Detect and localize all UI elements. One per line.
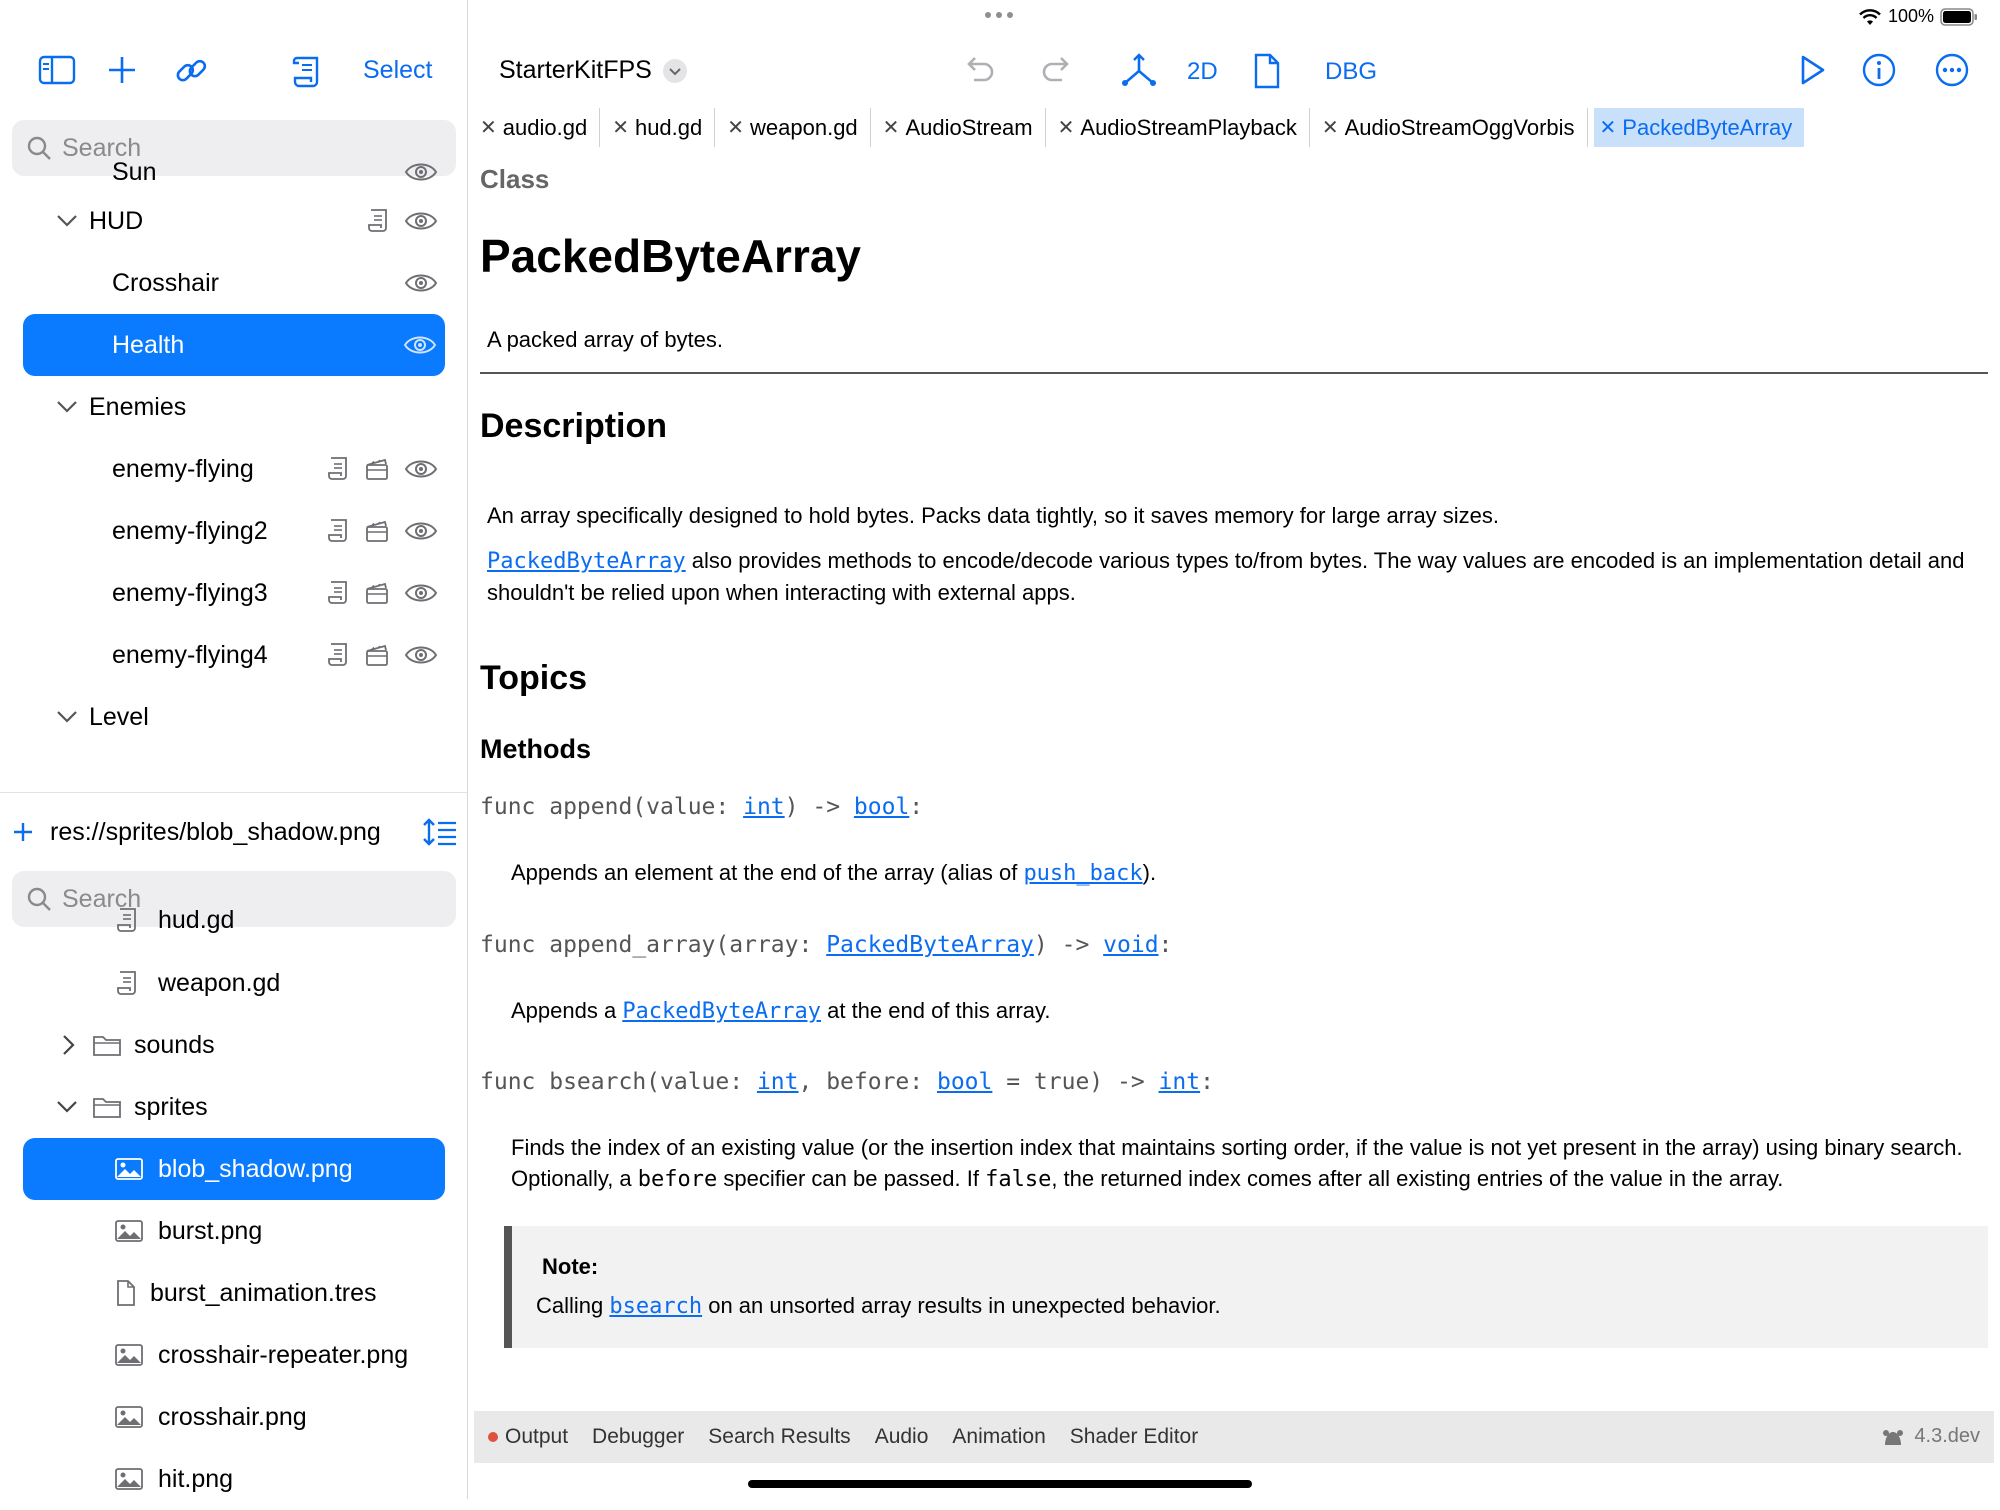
method-signature-append: func append(value: int) -> bool: (480, 794, 924, 820)
add-resource-icon[interactable] (12, 821, 34, 843)
doc-kind: Class (480, 164, 550, 194)
note-text: Calling bsearch on an unsorted array results in unexpected behavior. (536, 1293, 1221, 1319)
tab-audio-gd[interactable] (474, 108, 600, 147)
eye-icon[interactable] (404, 582, 438, 604)
file-item-crosshair-png[interactable] (0, 1386, 468, 1448)
close-icon[interactable]: ✕ (480, 117, 497, 139)
note-title: Note: (542, 1254, 599, 1279)
link-icon[interactable] (174, 54, 210, 88)
main-editor (469, 0, 2000, 1499)
tab-label: PackedByteArray (1622, 114, 1793, 140)
type-link-void[interactable]: void (1103, 932, 1159, 958)
file-item-burst-png[interactable] (0, 1200, 468, 1262)
panel-tab-label: Shader Editor (1069, 1425, 1199, 1448)
scene-node-label: HUD (89, 206, 144, 235)
3d-mode-icon[interactable] (1120, 52, 1158, 90)
eye-icon[interactable] (404, 520, 438, 542)
script-icon[interactable] (326, 580, 350, 606)
file-item-label: sounds (134, 1030, 215, 1059)
bottom-panel-bar (474, 1411, 1994, 1463)
scene-icon[interactable] (364, 580, 390, 606)
close-icon[interactable]: ✕ (1321, 117, 1339, 139)
class-link[interactable]: PackedByteArray (622, 999, 821, 1024)
file-icon (114, 1279, 138, 1307)
methods-heading: Methods (480, 734, 591, 764)
scene-node-label: Sun (112, 157, 157, 186)
scene-node-label: enemy-flying (112, 454, 254, 483)
chevron-down-icon (662, 58, 688, 84)
version-indicator (1882, 1425, 1980, 1448)
file-item-label: hud.gd (158, 905, 235, 934)
method-signature-bsearch: func bsearch(value: int, before: bool = true) -> int: (480, 1069, 1214, 1095)
class-link[interactable]: PackedByteArray (487, 549, 686, 574)
file-item-crosshair-repeater-png[interactable] (0, 1324, 468, 1386)
scene-icon[interactable] (364, 456, 390, 482)
editor-tabs (474, 108, 1810, 147)
chevron-right-icon[interactable] (62, 1034, 76, 1056)
scene-tree (0, 157, 468, 792)
scene-node-enemy-flying3[interactable] (0, 562, 468, 624)
eye-icon[interactable] (404, 161, 438, 183)
method-description-bsearch: Finds the index of an existing value (or the insertion index that maintains sorting order, if the value is not yet present in the array) using binary search. Optionally, a before specifier can be passed. If false, the returned index comes after all existing entries of the value in the array. (511, 1135, 1963, 1192)
image-icon (114, 1157, 144, 1181)
scene-node-enemy-flying[interactable] (0, 438, 468, 500)
panel-tab-audio[interactable] (875, 1425, 929, 1449)
folder-icon (92, 1033, 122, 1057)
close-icon[interactable]: ✕ (1599, 117, 1617, 139)
file-item-label: burst.png (158, 1216, 263, 1245)
redo-icon[interactable] (1040, 52, 1076, 88)
close-icon[interactable]: ✕ (612, 117, 629, 139)
scene-node-crosshair[interactable] (0, 252, 468, 314)
image-icon (114, 1467, 144, 1491)
panel-tab-shader-editor[interactable] (1070, 1425, 1198, 1449)
scene-node-label: enemy-flying2 (112, 516, 268, 545)
resource-path: res://sprites/blob_shadow.png (50, 817, 381, 846)
tab-weapon-gd[interactable] (721, 108, 870, 147)
doc-brief: A packed array of bytes. (487, 327, 724, 352)
more-icon[interactable] (1934, 52, 1970, 88)
type-link-int[interactable]: int (756, 1069, 799, 1095)
description-paragraph-2: PackedByteArray also provides methods to encode/decode various types to/from bytes. The way values are encoded is an implementation detail and shouldn't be relied upon when interacting with external apps. (487, 548, 1965, 605)
file-item-hit-png[interactable] (0, 1448, 468, 1510)
file-item-sounds[interactable] (0, 1014, 468, 1076)
chevron-down-icon[interactable] (56, 710, 78, 724)
eye-icon[interactable] (404, 458, 438, 480)
file-item-label: crosshair.png (158, 1402, 307, 1431)
info-icon[interactable] (1861, 52, 1897, 88)
close-icon[interactable]: ✕ (882, 117, 900, 139)
panel-tab-animation[interactable] (952, 1425, 1045, 1449)
type-link-bool[interactable]: bool (936, 1069, 993, 1095)
type-link-int[interactable]: int (1158, 1069, 1201, 1095)
scene-icon[interactable] (364, 642, 390, 668)
script-icon[interactable] (290, 54, 324, 90)
image-icon (114, 1219, 144, 1243)
debug-button[interactable]: DBG (1325, 58, 1378, 85)
sidebar-toggle-icon[interactable] (38, 54, 76, 86)
panel-tab-debugger[interactable] (592, 1425, 684, 1449)
panel-tab-search-results[interactable] (708, 1425, 850, 1449)
tab-audiostreamoggvorbis[interactable] (1316, 108, 1588, 147)
version-label: 4.3.dev (1914, 1425, 1980, 1447)
tab-label: AudioStreamOggVorbis (1344, 114, 1575, 140)
panel-tab-label: Output (505, 1425, 569, 1448)
scene-node-label: Crosshair (112, 268, 219, 297)
scene-node-enemy-flying4[interactable] (0, 624, 468, 686)
doc-title: PackedByteArray (480, 230, 862, 282)
chevron-down-icon[interactable] (56, 214, 78, 228)
file-item-weapon-gd[interactable] (0, 952, 468, 1014)
godot-icon (1882, 1427, 1904, 1447)
file-item-label: burst_animation.tres (150, 1278, 377, 1307)
script-icon[interactable] (326, 518, 350, 544)
file-item-hud-gd[interactable] (0, 889, 468, 951)
scene-node-health[interactable] (23, 314, 445, 376)
close-icon[interactable]: ✕ (1057, 117, 1075, 139)
panel-tab-label: Animation (952, 1425, 1046, 1448)
tab-label: hud.gd (634, 114, 703, 140)
panel-tab-label: Audio (874, 1425, 929, 1448)
scene-node-enemy-flying2[interactable] (0, 500, 468, 562)
scene-node-label: Enemies (89, 392, 187, 421)
script-icon[interactable] (366, 208, 390, 234)
tab-label: AudioStream (905, 114, 1033, 140)
chevron-down-icon[interactable] (56, 1100, 78, 1114)
documentation-view (480, 147, 1990, 1409)
file-item-label: crosshair-repeater.png (158, 1340, 409, 1369)
battery-percent: 100% (1887, 6, 1934, 26)
tab-label: AudioStreamPlayback (1080, 114, 1297, 140)
scene-node-label: Level (89, 702, 149, 731)
script-icon[interactable] (326, 456, 350, 482)
method-link-bsearch[interactable]: bsearch (609, 1294, 703, 1319)
home-indicator[interactable] (748, 1480, 1252, 1488)
project-title: StarterKitFPS (499, 56, 652, 84)
method-link-push-back[interactable]: push_back (1023, 861, 1143, 886)
scene-icon[interactable] (364, 518, 390, 544)
script-icon (114, 906, 140, 934)
undo-icon[interactable] (960, 52, 996, 88)
2d-mode-button[interactable]: 2D (1187, 58, 1218, 85)
scene-node-hud[interactable] (0, 190, 468, 252)
eye-icon[interactable] (404, 644, 438, 666)
eye-icon[interactable] (403, 334, 437, 356)
file-item-label: weapon.gd (158, 968, 281, 997)
tab-packedbytearray[interactable] (1594, 108, 1805, 147)
image-icon (114, 1343, 144, 1367)
tab-label: audio.gd (502, 114, 588, 140)
type-link-bool[interactable]: bool (853, 794, 910, 820)
panel-tab-label: Debugger (592, 1425, 685, 1448)
panel-tab-output[interactable] (488, 1425, 568, 1449)
tab-label: weapon.gd (750, 114, 858, 140)
panel-tab-label: Search Results (708, 1425, 851, 1448)
eye-icon[interactable] (404, 210, 438, 232)
panel-divider[interactable] (0, 792, 468, 793)
scene-node-level[interactable] (0, 686, 468, 748)
file-item-label: blob_shadow.png (158, 1154, 353, 1183)
type-link-packedbytearray[interactable]: PackedByteArray (826, 932, 1034, 958)
scene-node-enemies[interactable] (0, 376, 468, 438)
chevron-down-icon[interactable] (56, 400, 78, 414)
type-link-int[interactable]: int (743, 794, 785, 820)
script-icon (114, 969, 140, 997)
description-heading: Description (480, 407, 668, 445)
file-tree (0, 905, 468, 1499)
error-dot-icon (488, 1432, 498, 1442)
file-item-sprites[interactable] (0, 1076, 468, 1138)
method-signature-append-array: func append_array(array: PackedByteArray) -> void: (480, 932, 1173, 958)
scene-node-label: Health (112, 330, 185, 359)
tab-audiostream[interactable] (877, 108, 1046, 147)
sort-icon[interactable] (423, 818, 457, 846)
select-button[interactable]: Select (363, 56, 433, 84)
add-icon[interactable] (106, 54, 138, 86)
scene-node-label: enemy-flying4 (112, 640, 268, 669)
description-paragraph-1: An array specifically designed to hold bytes. Packs data tightly, so it saves memory for large array sizes. (487, 503, 1500, 528)
project-menu[interactable] (499, 56, 688, 85)
topics-heading: Topics (480, 659, 588, 697)
script-icon[interactable] (326, 642, 350, 668)
file-item-burst-animation-tres[interactable] (0, 1262, 468, 1324)
title-divider (480, 372, 1988, 374)
method-description-append-array: Appends a PackedByteArray at the end of this array. (511, 998, 1051, 1024)
folder-icon (92, 1095, 122, 1119)
scene-node-label: enemy-flying3 (112, 578, 268, 607)
eye-icon[interactable] (404, 272, 438, 294)
close-icon[interactable]: ✕ (727, 117, 745, 139)
method-description-append: Appends an element at the end of the array (alias of push_back). (511, 860, 1157, 886)
play-icon[interactable] (1795, 52, 1829, 88)
document-icon[interactable] (1252, 52, 1282, 90)
file-item-label: hit.png (158, 1464, 234, 1493)
resource-path-row (12, 814, 457, 850)
tab-hud-gd[interactable] (606, 108, 715, 147)
note-box (504, 1226, 1988, 1348)
file-item-label: sprites (134, 1092, 208, 1121)
file-item-blob-shadow-png[interactable] (23, 1138, 445, 1200)
sidebar (0, 0, 468, 1499)
image-icon (114, 1405, 144, 1429)
tab-audiostreamplayback[interactable] (1052, 108, 1310, 147)
